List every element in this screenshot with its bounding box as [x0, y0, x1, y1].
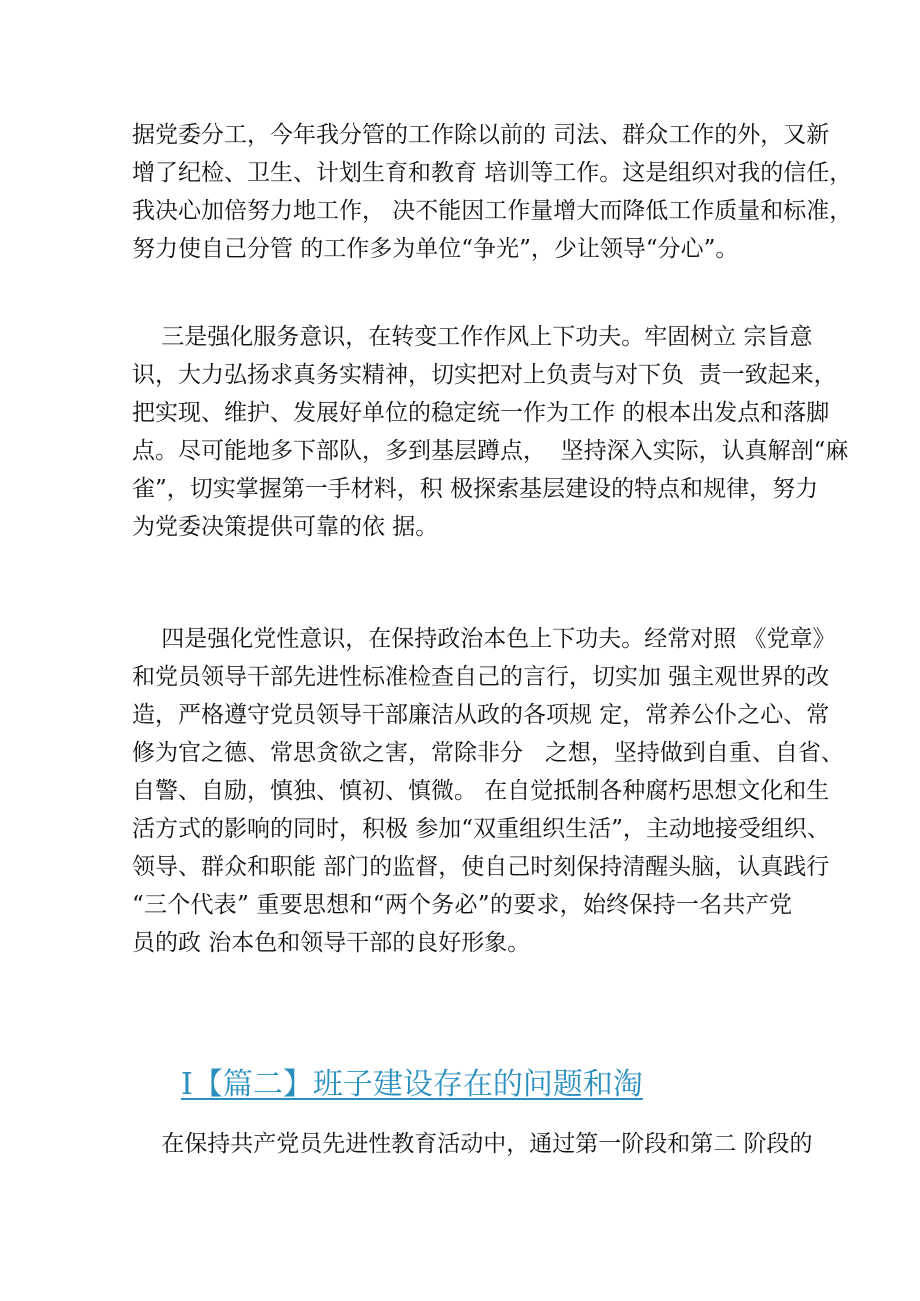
- section-heading-link[interactable]: I【篇二】班子建设存在的问题和淘: [181, 1067, 643, 1102]
- text-line: 据党委分工，今年我分管的工作除以前的 司法、群众工作的外，又新: [132, 122, 830, 148]
- text-line: 在保持共产党员先进性教育活动中，通过第一阶段和第二 阶段的: [132, 1131, 813, 1157]
- text-line: “三个代表” 重要思想和“两个务必”的要求，始终保持一名共产党: [132, 892, 792, 918]
- text-line: 自警、自励，慎独、慎初、慎微。 在自觉抵制各种腐朽思想文化和生: [132, 778, 830, 804]
- text-line: 修为官之德、常思贪欲之害，常除非分 之想，坚持做到自重、自省、: [132, 740, 844, 766]
- text-line: 造，严格遵守党员领导干部廉洁从政的各项规 定，常养公仆之心、常: [132, 702, 830, 728]
- text-line: 员的政 治本色和领导干部的良好形象。: [132, 930, 531, 956]
- text-line: 活方式的影响的同时，积极 参加“双重组织生活”，主动地接受组织、: [132, 816, 830, 842]
- paragraph-division-of-labor: [132, 116, 853, 268]
- text-line: 把实现、维护、发展好单位的稳定统一作为工作 的根本出发点和落脚: [132, 400, 830, 426]
- text-line: 努力使自己分管 的工作多为单位“争光”，少让领导“分心”。: [132, 236, 739, 262]
- text-line: 点。尽可能地多下部队，多到基层蹲点， 坚持深入实际，认真解剖“麻: [132, 438, 849, 464]
- text-line: 识，大力弘扬求真务实精神，切实把对上负责与对下负 责一致起来，: [132, 362, 837, 388]
- text-line: 和党员领导干部先进性标准检查自己的言行，切实加 强主观世界的改: [132, 664, 830, 690]
- text-line: 领导、群众和职能 部门的监督，使自己时刻保持清醒头脑，认真践行: [132, 854, 830, 880]
- paragraph-advanced-education: [132, 1125, 813, 1163]
- text-line: 为党委决策提供可靠的依 据。: [132, 514, 439, 540]
- text-line: 雀”，切实掌握第一手材料，积 极探索基层建设的特点和规律，努力: [132, 476, 819, 502]
- paragraph-service-awareness: [132, 318, 849, 546]
- text-line: 四是强化党性意识，在保持政治本色上下功夫。经常对照 《党章》: [132, 626, 836, 652]
- text-line: 增了纪检、卫生、计划生育和教育 培训等工作。这是组织对我的信任，: [132, 160, 853, 186]
- paragraph-party-spirit: [132, 620, 844, 962]
- text-line: 我决心加倍努力地工作， 决不能因工作量增大而降低工作质量和标准，: [132, 198, 853, 224]
- text-line: 三是强化服务意识，在转变工作作风上下功夫。牢固树立 宗旨意: [132, 324, 813, 350]
